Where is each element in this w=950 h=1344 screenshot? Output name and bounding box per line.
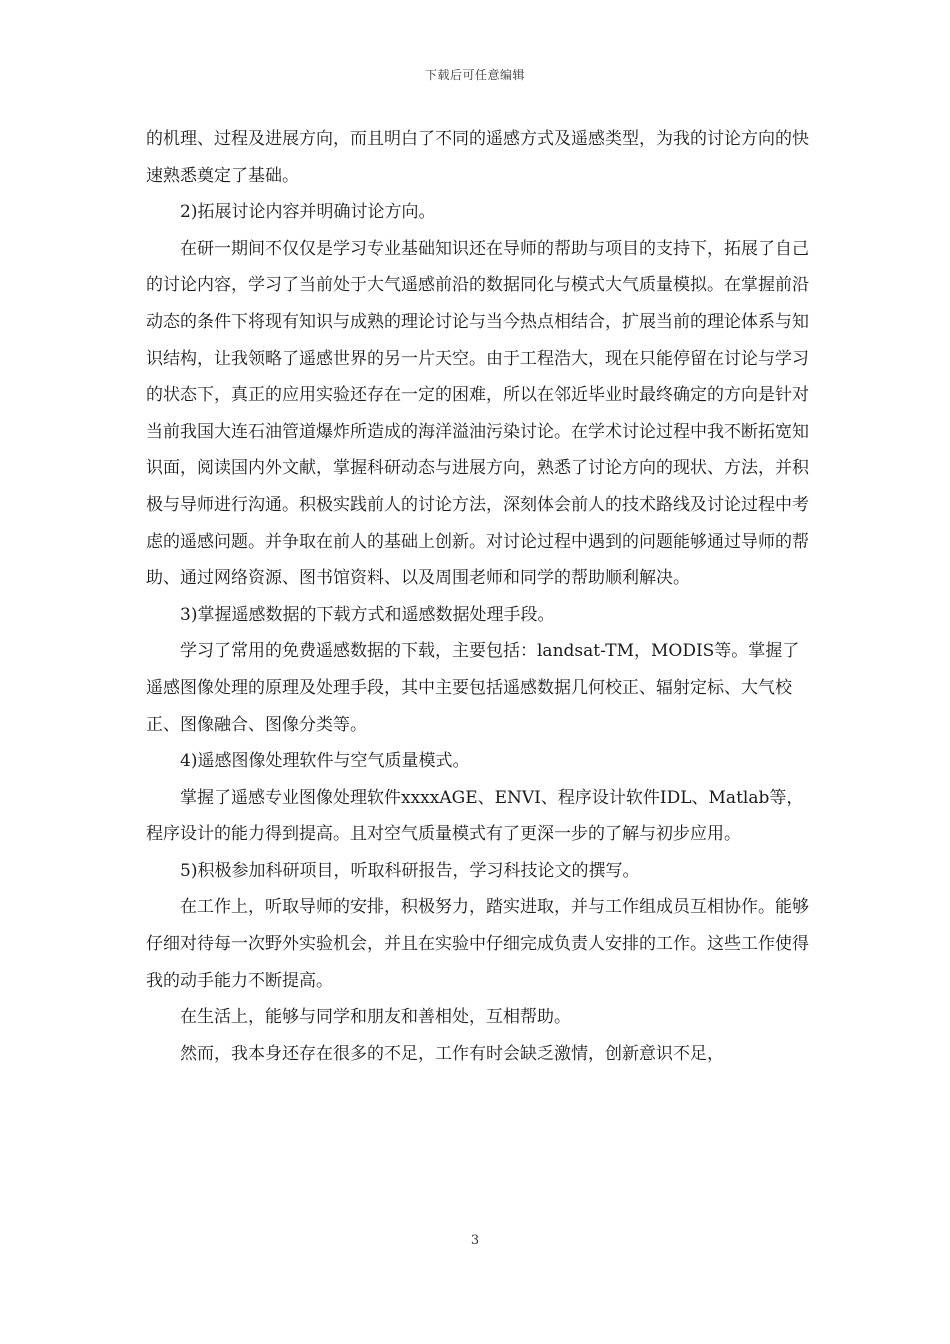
paragraph-data-download: 学习了常用的免费遥感数据的下载，主要包括：landsat-TM，MODIS等。掌握了遥感图像处理的原理及处理手段，其中主要包括遥感数据几何校正、辐射定标、大气校正、图像融合、图像分类等。 <box>146 641 800 735</box>
paragraph-research-scope: 在研一期间不仅仅是学习专业基础知识还在导师的帮助与项目的支持下，拓展了自己的讨论内容，学习了当前处于大气遥感前沿的数据同化与模式大气质量模拟。在掌握前沿动态的条件下将现有知识与成熟的理论讨论与当今热点相结合，扩展当前的理论体系与知识结构，让我领略了遥感世界的另一片天空。由于工程浩大，现在只能停留在讨论与学习的状态下，真正的应用实验还存在一定的困难，所以在邻近毕业时最终确定的方向是针对当前我国大连石油管道爆炸所造成的海洋溢油污染讨论。在学术讨论过程中我不断拓宽知识面，阅读国内外文献，掌握科研动态与进展方向，熟悉了讨论方向的现状、方法，并积极与导师进行沟通。积极实践前人的讨论方法，深刻体会前人的技术路线及讨论过程中考虑的遥感问题。并争取在前人的基础上创新。对讨论过程中遇到的问题能够通过导师的帮助、通过网络资源、图书馆资料、以及周围老师和同学的帮助顺利解决。 <box>146 238 809 589</box>
paragraph-shortcomings: 然而，我本身还存在很多的不足，工作有时会缺乏激情，创新意识不足， <box>180 1043 724 1064</box>
page-header: 下载后可任意编辑 <box>424 68 525 82</box>
section-heading-5: 5)积极参加科研项目，听取科研报告，学习科技论文的撰写。 <box>180 860 640 881</box>
document-body <box>146 121 810 1072</box>
section-heading-2: 2)拓展讨论内容并明确讨论方向。 <box>180 202 436 223</box>
paragraph-continuation: 的机理、过程及进展方向，而且明白了不同的遥感方式及遥感类型，为我的讨论方向的快速熟悉奠定了基础。 <box>146 129 809 186</box>
section-heading-3: 3)掌握遥感数据的下载方式和遥感数据处理手段。 <box>180 604 555 625</box>
paragraph-software: 掌握了遥感专业图像处理软件xxxxAGE、ENVI、程序设计软件IDL、Matlab等，程序设计的能力得到提高。且对空气质量模式有了更深一步的了解与初步应用。 <box>146 787 804 845</box>
section-heading-4: 4)遥感图像处理软件与空气质量模式。 <box>180 751 470 772</box>
page-number: 3 <box>470 1233 480 1248</box>
paragraph-life: 在生活上，能够与同学和朋友和善相处，互相帮助。 <box>180 1007 571 1028</box>
paragraph-work: 在工作上，听取导师的安排，积极努力，踏实进取，并与工作组成员互相协作。能够仔细对待每一次野外实验机会，并且在实验中仔细完成负责人安排的工作。这些工作使得我的动手能力不断提高。 <box>146 897 809 991</box>
